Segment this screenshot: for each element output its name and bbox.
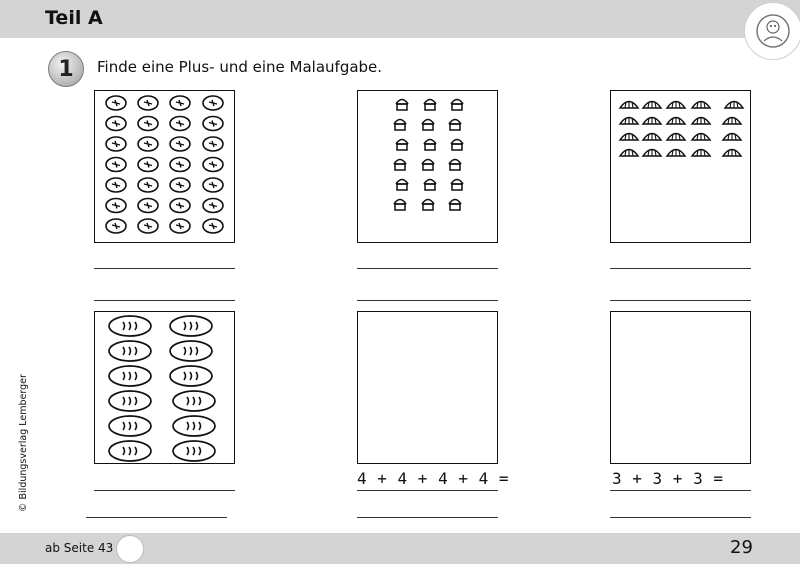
equation-text: 4 + 4 + 4 + 4 = [357, 469, 509, 488]
bread-icon [173, 441, 215, 461]
answer-line[interactable] [357, 517, 498, 518]
button-icon [138, 199, 158, 213]
button-icon [106, 137, 126, 151]
answer-line[interactable] [610, 490, 751, 491]
button-icon [170, 96, 190, 110]
cupcake-icon [396, 100, 408, 111]
cupcake-icon [449, 160, 461, 171]
croissant-icon [620, 101, 638, 108]
answer-line[interactable] [357, 490, 498, 491]
answer-line[interactable] [94, 490, 235, 491]
task-number-badge [48, 51, 84, 87]
picture-box-breads [94, 311, 235, 464]
section-title: Teil A [45, 7, 103, 29]
mascot-icon [116, 535, 144, 563]
button-icon [106, 199, 126, 213]
button-icon [138, 137, 158, 151]
cupcake-icon [451, 140, 463, 151]
button-icon [203, 137, 223, 151]
cupcake-icon [394, 160, 406, 171]
task-instruction: Finde eine Plus- und eine Malaufgabe. [97, 58, 383, 76]
answer-line[interactable] [610, 517, 751, 518]
cupcake-icon [451, 100, 463, 111]
mascot-badge-icon [744, 2, 800, 60]
croissants-illustration [611, 91, 752, 244]
croissant-icon [725, 101, 743, 108]
breads-illustration [95, 312, 236, 465]
button-icon [106, 158, 126, 172]
croissant-icon [692, 149, 710, 156]
page-footer [0, 533, 800, 564]
button-icon [106, 117, 126, 131]
cupcake-icon [396, 180, 408, 191]
buttons-illustration [95, 91, 236, 244]
answer-line[interactable] [610, 268, 751, 269]
cupcake-icon [422, 200, 434, 211]
croissant-icon [620, 117, 638, 124]
task-number: 1 [58, 56, 74, 82]
page-number: 29 [730, 537, 753, 558]
button-icon [203, 219, 223, 233]
button-icon [170, 178, 190, 192]
cupcake-icon [449, 200, 461, 211]
button-icon [138, 96, 158, 110]
croissant-icon [723, 117, 741, 124]
answer-line[interactable] [94, 268, 235, 269]
croissant-icon [643, 133, 661, 140]
bread-icon [173, 416, 215, 436]
croissant-icon [723, 133, 741, 140]
bread-icon [173, 391, 215, 411]
cupcake-icon [422, 160, 434, 171]
button-icon [170, 219, 190, 233]
bread-icon [109, 391, 151, 411]
croissant-icon [620, 149, 638, 156]
croissant-icon [667, 101, 685, 108]
cupcake-icon [451, 180, 463, 191]
equation-text: 3 + 3 + 3 = [612, 469, 724, 488]
page-header [0, 0, 800, 38]
button-icon [203, 199, 223, 213]
button-icon [170, 117, 190, 131]
button-icon [106, 96, 126, 110]
cupcake-icon [424, 140, 436, 151]
drawing-box-empty[interactable] [357, 311, 498, 464]
croissant-icon [667, 117, 685, 124]
cupcake-icon [424, 180, 436, 191]
picture-box-cupcakes [357, 90, 498, 243]
croissant-icon [692, 133, 710, 140]
button-icon [170, 137, 190, 151]
answer-line[interactable] [357, 268, 498, 269]
cupcake-icon [424, 100, 436, 111]
answer-line[interactable] [610, 300, 751, 301]
bread-icon [109, 341, 151, 361]
croissant-icon [692, 117, 710, 124]
button-icon [203, 178, 223, 192]
page-reference: ab Seite 43 [45, 541, 114, 555]
bread-icon [109, 316, 151, 336]
button-icon [138, 158, 158, 172]
answer-line[interactable] [94, 300, 235, 301]
bread-icon [109, 366, 151, 386]
croissant-icon [643, 117, 661, 124]
picture-box-buttons [94, 90, 235, 243]
button-icon [203, 117, 223, 131]
croissant-icon [692, 101, 710, 108]
bread-icon [109, 416, 151, 436]
bread-icon [170, 366, 212, 386]
croissant-icon [620, 133, 638, 140]
bread-icon [109, 441, 151, 461]
button-icon [106, 219, 126, 233]
button-icon [138, 117, 158, 131]
croissant-icon [667, 149, 685, 156]
button-icon [170, 158, 190, 172]
cupcakes-illustration [358, 91, 499, 244]
cupcake-icon [394, 200, 406, 211]
answer-line[interactable] [86, 517, 227, 518]
croissant-icon [643, 149, 661, 156]
croissant-icon [643, 101, 661, 108]
button-icon [203, 158, 223, 172]
bread-icon [170, 341, 212, 361]
copyright-text: © Bildungsverlag Lemberger [18, 374, 29, 512]
button-icon [106, 178, 126, 192]
cupcake-icon [396, 140, 408, 151]
button-icon [138, 178, 158, 192]
cupcake-icon [422, 120, 434, 131]
cupcake-icon [394, 120, 406, 131]
cupcake-icon [449, 120, 461, 131]
croissant-icon [723, 149, 741, 156]
croissant-icon [667, 133, 685, 140]
button-icon [138, 219, 158, 233]
button-icon [170, 199, 190, 213]
button-icon [203, 96, 223, 110]
drawing-box-empty[interactable] [610, 311, 751, 464]
bread-icon [170, 316, 212, 336]
picture-box-croissants [610, 90, 751, 243]
answer-line[interactable] [357, 300, 498, 301]
